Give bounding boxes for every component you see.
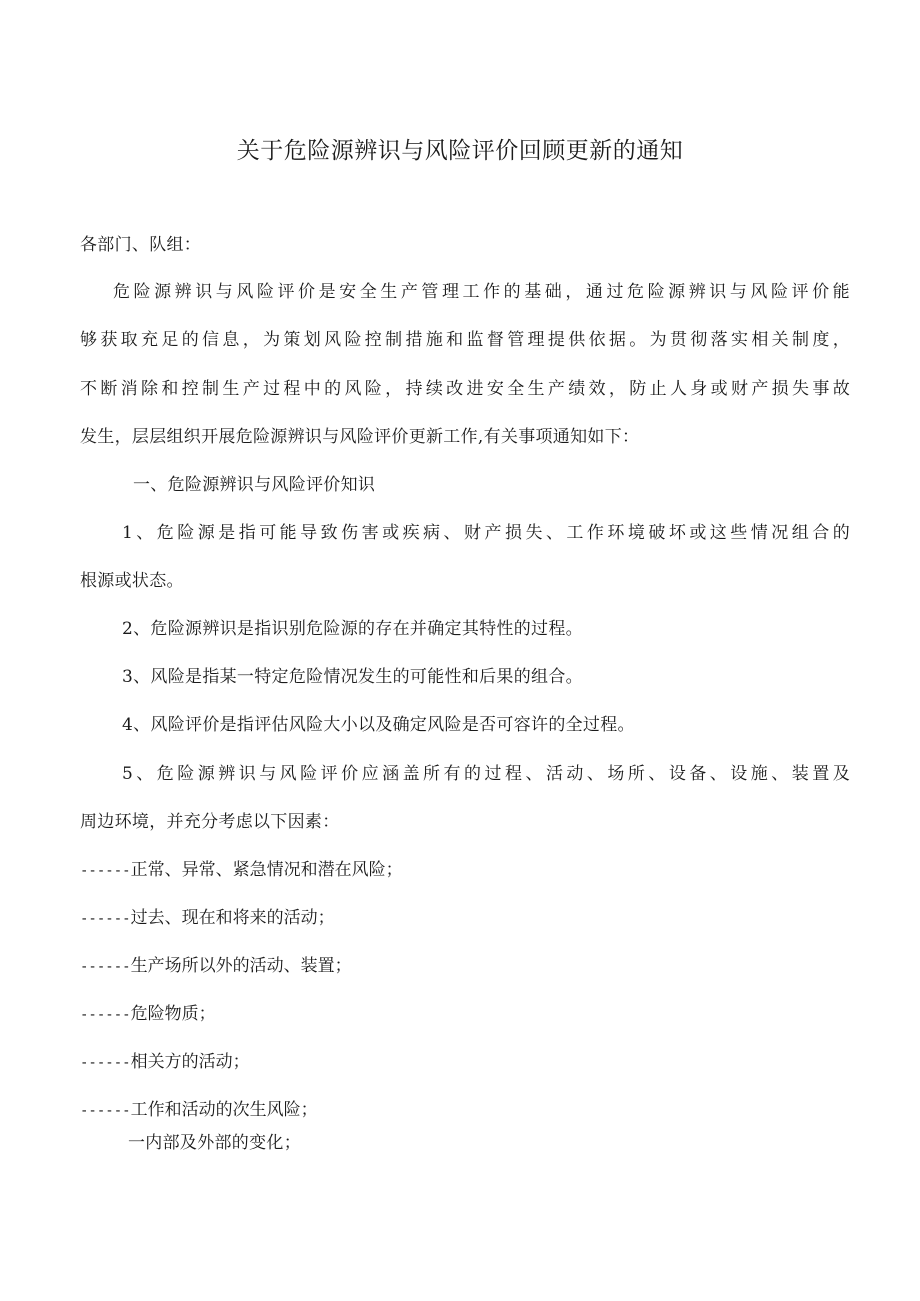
intro-line-4: 发生，层层组织开展危险源辨识与风险评价更新工作,有关事项通知如下： bbox=[80, 427, 640, 447]
factor-item bbox=[80, 903, 335, 928]
factor-text: 生产场所以外的活动、装置； bbox=[130, 956, 352, 976]
intro-line-2: 够获取充足的信息，为策划风险控制措施和监督管理提供依据。为贯彻落实相关制度， bbox=[80, 330, 850, 350]
section-heading: 一、危险源辨识与风险评价知识 bbox=[133, 475, 376, 495]
dash-prefix: ------ bbox=[80, 1007, 131, 1023]
item-5-line-2: 周边环境，并充分考虑以下因素： bbox=[80, 812, 340, 832]
factor-item bbox=[80, 1095, 318, 1120]
factor-item bbox=[80, 999, 216, 1024]
dash-prefix: ------ bbox=[80, 1103, 131, 1119]
item-4: 4、风险评价是指评估风险大小以及确定风险是否可容许的全过程。 bbox=[122, 715, 635, 735]
dash-prefix: ------ bbox=[80, 1055, 131, 1071]
factor-text: 危险物质； bbox=[130, 1004, 216, 1024]
factor-item bbox=[80, 1047, 250, 1072]
salutation: 各部门、队组： bbox=[80, 235, 202, 255]
intro-line-3: 不断消除和控制生产过程中的风险，持续改进安全生产绩效，防止人身或财产损失事故 bbox=[80, 379, 850, 399]
factor-text: 工作和活动的次生风险； bbox=[130, 1100, 318, 1120]
factor-item bbox=[80, 951, 352, 976]
dash-prefix: ------ bbox=[80, 863, 131, 879]
dash-prefix: ------ bbox=[80, 911, 131, 927]
factor-item bbox=[80, 855, 403, 880]
document-title: 关于危险源辨识与风险评价回顾更新的通知 bbox=[236, 138, 684, 164]
item-2: 2、危险源辨识是指识别危险源的存在并确定其特性的过程。 bbox=[122, 619, 583, 639]
intro-line-1: 危险源辨识与风险评价是安全生产管理工作的基础，通过危险源辨识与风险评价能 bbox=[113, 282, 850, 302]
last-factor: 一内部及外部的变化； bbox=[128, 1133, 301, 1153]
item-3: 3、风险是指某一特定危险情况发生的可能性和后果的组合。 bbox=[122, 667, 583, 687]
item-1-line-2: 根源或状态。 bbox=[80, 571, 184, 591]
item-5-line-1: 5、危险源辨识与风险评价应涵盖所有的过程、活动、场所、设备、设施、装置及 bbox=[122, 764, 850, 784]
factor-text: 相关方的活动； bbox=[130, 1052, 250, 1072]
factor-text: 正常、异常、紧急情况和潜在风险； bbox=[130, 860, 403, 880]
item-1-line-1: 1、危险源是指可能导致伤害或疾病、财产损失、工作环境破坏或这些情况组合的 bbox=[122, 523, 850, 543]
factor-text: 过去、现在和将来的活动； bbox=[130, 908, 335, 928]
dash-prefix: ------ bbox=[80, 959, 131, 975]
